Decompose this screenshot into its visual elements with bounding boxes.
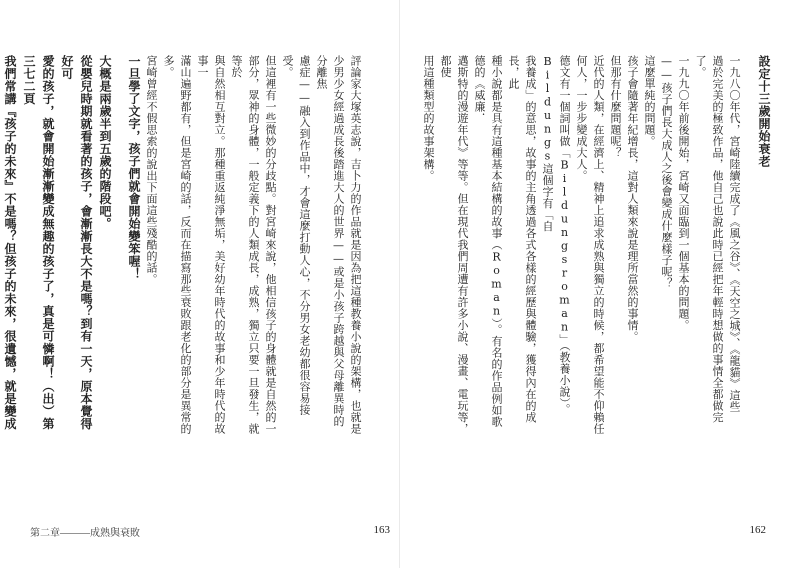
- right-body-text: [420, 55, 772, 435]
- body-paragraph: 種小說都是具有這種基本結構的故事（Roman）。有名的作品例如歌德的《威廉．: [473, 55, 503, 428]
- quote-line: 大概是兩歲半到五歲的階段吧。: [98, 55, 112, 230]
- quote-line: 我們常講『孩子的未來』不是嗎？但孩子的未來，很遺憾，就是變成: [3, 55, 17, 430]
- body-paragraph: 滿山遍野都有，但是宮崎的話，反而在描寫那些衰敗跟老化的部分是異常的多。: [162, 55, 192, 435]
- body-paragraph: 近代的人類，在經濟上、精神上追求成熟與獨立的時候，都希望能不仰賴任: [592, 55, 605, 435]
- body-paragraph: 用這種類型的故事架構。: [422, 55, 435, 182]
- body-paragraph: 慮症——融入到作品中，才會這麼打動人心，不分男女老幼都很容易接受。: [281, 55, 311, 416]
- section-title: 設定十三歲開始衰老: [757, 55, 771, 168]
- page-number: 162: [749, 524, 766, 536]
- body-paragraph: ——孩子們長大成人之後會變成什麼樣子呢？: [660, 55, 673, 289]
- running-head: 第二章———成熟與衰敗: [30, 528, 140, 539]
- body-paragraph: 但那有什麼問題呢？: [609, 55, 622, 159]
- body-paragraph: 與自然相互對立。那種重返純淨無垢，美好幼年時代的故事和少年時代的故事一: [196, 55, 226, 435]
- left-body-text: [0, 55, 364, 435]
- body-paragraph: 這麼單純的問題。: [643, 55, 656, 147]
- body-paragraph: 宮崎曾經不假思索的說出下面這些殘酷的話。: [145, 55, 158, 285]
- quote-line: 一旦學了文字，孩子們就會開始變笨喔！: [127, 55, 141, 280]
- right-page: [400, 0, 800, 568]
- quote-line: 愛的孩子，就會開始漸漸變成無趣的孩子了，真是可憐啊！（出）第三七二頁: [22, 55, 55, 430]
- body-paragraph: 德文有一個詞叫做「Bildungsroman」（教養小說）。Bildungs這個字有「自: [541, 55, 571, 415]
- body-paragraph: 但這裡有一些微妙的分歧點。對宮崎來說，他相信孩子的身體就是自然的一: [264, 55, 277, 435]
- page-number: 163: [373, 524, 390, 536]
- body-paragraph: 何人，一步步變成大人。: [575, 55, 588, 182]
- body-paragraph: 一九八〇年代，宮崎陸續完成了《風之谷》、《天空之城》、《龍貓》這些: [728, 55, 741, 413]
- body-paragraph: 部分，眾神的身體，一般定義下的人類成長，成熟，獨立只要一旦發生，就等於: [230, 55, 260, 435]
- body-paragraph: 少男少女經過成長後踏進大人的世界——或是小孩子跨越與父母離異時的分離焦: [315, 55, 345, 427]
- body-paragraph: 過於完美的極致作品，他自己也說此時已經把年輕時想做的事情全都做完了。: [694, 55, 724, 423]
- body-paragraph: 我養成」的意思，故事的主角透過各式各樣的經歷與體驗，獲得內在的成長，此: [507, 55, 537, 423]
- quote-line: 從嬰兒時期就看著的孩子，會漸漸長大不是嗎？到有一天，原本覺得好可: [60, 55, 93, 430]
- body-paragraph: 一九九〇年前後開始，宮崎又面臨到一個基本的問題。: [677, 55, 690, 331]
- body-paragraph: 評論家大塚英志說，吉卜力的作品就是因為把這種教養小說的架構，也就是: [349, 55, 362, 435]
- body-paragraph: 孩子會隨著年紀增長，這對人類來說是理所當然的事情。: [626, 55, 639, 343]
- body-paragraph: 邁斯特的漫遊年代》等等。但在現代我們周遭有許多小說、漫畫、電玩等，都使: [439, 55, 469, 435]
